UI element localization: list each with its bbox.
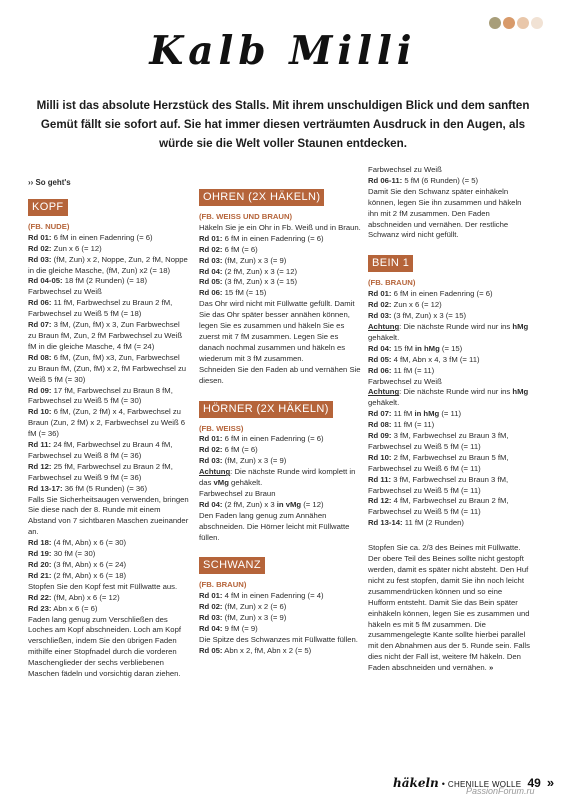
round-label: Rd 02: [199, 445, 223, 455]
watermark: PassionForum.ru [466, 786, 535, 796]
round-text: 2 fM, Farbwechsel zu Braun 5 fM, Farbwechsel zu Weiß 6 fM (= 11) [368, 452, 509, 473]
bein-achtung-2: Achtung: Die nächste Runde wird nur ins hMg gehäkelt. [368, 387, 529, 408]
instruction-row [368, 431, 531, 453]
round-label: Rd 12: [368, 496, 392, 506]
round-text: Abn x 6 (= 6) [51, 603, 98, 613]
column-1 [28, 178, 189, 680]
bein-rd07: Rd 07: 11 fM in hMg (= 11) [368, 409, 462, 419]
round-label: Rd 23: [28, 603, 52, 613]
instruction-row [199, 624, 361, 635]
round-text: Falls Sie Sicherheitsaugen verwenden, bringen Sie diese nach der 8. Runde mit einem Abstand von 7 sichtbaren Maschen zueinander an. [28, 494, 189, 537]
round-label: Rd 01: [199, 434, 223, 444]
round-text: Zun x 6 (= 12) [391, 300, 442, 310]
section-sub-bein: (FB. BRAUN) [368, 278, 416, 288]
round-text: 6 fM in einen Fadenring (= 6) [51, 232, 153, 242]
instruction-row [28, 560, 189, 571]
bein-instructions-c [368, 420, 531, 529]
instruction-row [199, 434, 361, 445]
instruction-row [199, 234, 361, 245]
hoerner-achtung: Achtung: Die nächste Runde wird komplett in das vMg gehäkelt. [199, 467, 356, 488]
instruction-row [368, 300, 531, 311]
round-label: Rd 01: [199, 591, 223, 601]
round-label: Rd 10: [368, 452, 392, 462]
round-label: Rd 03: [199, 613, 223, 623]
round-label: Rd 08: [28, 352, 52, 362]
instruction-row [28, 440, 189, 462]
round-label: Rd 11: [28, 440, 52, 450]
section-heading-kopf: KOPF [28, 199, 68, 216]
instruction-row [199, 602, 361, 613]
round-text: Zun x 6 (= 12) [51, 243, 102, 253]
round-text: (3 fM, Zun) x 3 (= 15) [391, 311, 467, 321]
round-text: (3 fM, Zun) x 3 (= 15) [222, 277, 298, 287]
section-sub-kopf: (FB. NUDE) [28, 221, 70, 231]
column-2 [199, 165, 361, 657]
bein-instructions-a [368, 289, 531, 322]
round-label: Rd 02: [199, 602, 223, 612]
bein-instructions-b [368, 355, 531, 377]
instruction-row [28, 582, 189, 593]
hoerner-instructions [199, 434, 361, 467]
round-label: Rd 10: [28, 407, 52, 417]
round-label: Rd 12: [28, 461, 52, 471]
round-text: 3 fM, (Zun, fM) x 3, Zun Farbwechsel zu Braun fM, Zun, 2 fM Farbwechsel zu Weiß fM in die gleiche Masche, 4 fM (= 24) [28, 320, 183, 351]
round-label: Rd 02: [28, 243, 52, 253]
round-text: 9 fM (= 9) [222, 624, 258, 634]
round-text: 15 fM (= 15) [222, 288, 267, 298]
bein-finish-text: Stopfen Sie ca. 2/3 des Beines mit Füllwatte. Der obere Teil des Beines sollte nicht gestopft werden, damit es später nicht absteht. Den Huf nicht zu fest stopfen, damit Sie ihn noch leicht zusammendrücken können und so eine Hufform entsteht. Damit Sie das Bein später einhäkeln können, legen Sie es zusammen und häkeln es mit 5 fM zusammen. Die zusammengelegte Kante sollte hierbei parallel mit den Abnahmen aus der 5. Runde sein. Falls dies nicht der Fall ist, weitere fM häkeln. Den Faden abschneiden und vernähen. » [368, 543, 530, 673]
hoerner-rd04: Rd 04: (2 fM, Zun) x 3 in vMg (= 12) [199, 499, 324, 509]
round-label: Rd 13-17: [28, 483, 63, 493]
round-label: Rd 18: [28, 538, 52, 548]
round-text: 6 fM (= 6) [222, 445, 258, 455]
round-text: 17 fM, Farbwechsel zu Braun 8 fM, Farbwechsel zu Weiß 5 fM (= 30) [28, 385, 173, 406]
kopf-instructions [28, 233, 189, 680]
round-text: 4 fM in einen Fadenring (= 4) [222, 591, 324, 601]
round-label: Rd 02: [199, 244, 223, 254]
round-label: Rd 04: [199, 624, 223, 634]
bein-color-change: Farbwechsel zu Weiß [368, 376, 442, 386]
section-sub-hoerner: (FB. WEISS) [199, 423, 244, 433]
instruction-row [368, 420, 531, 431]
instruction-row [28, 287, 189, 298]
round-text: (fM, Zun) x 3 (= 9) [222, 456, 287, 466]
round-text: (3 fM, Abn) x 6 (= 24) [51, 560, 127, 569]
schwanz-finish-text: Damit Sie den Schwanz später einhäkeln können, legen Sie ihn zusammen und häkeln ihn mit 2 fM zusammen. Den Faden abschneiden und vernähen. Der restliche Schwanz wird nicht gefüllt. [368, 186, 522, 240]
round-text: Stopfen Sie den Kopf fest mit Füllwatte aus. [28, 581, 178, 591]
round-text: 6 fM in einen Fadenring (= 6) [222, 434, 324, 444]
schwanz-rd05: Rd 05: Abn x 2, fM, Abn x 2 (= 5) [199, 645, 312, 655]
round-text: 18 fM (2 Runden) (= 18) [62, 276, 147, 286]
round-text: 6 fM in einen Fadenring (= 6) [391, 289, 493, 299]
round-label: Rd 21: [28, 570, 52, 580]
instruction-row [28, 484, 189, 495]
schwanz-instructions [199, 591, 361, 635]
round-text: 6 fM, (Zun, 2 fM) x 4, Farbwechsel zu Braun (Zun, 2 fM) x 2, Farbwechsel zu Weiß 6 fM (= 36) [28, 407, 186, 439]
instruction-row [28, 386, 189, 408]
round-text: (fM, Zun) x 3 (= 9) [222, 613, 287, 623]
instruction-row [28, 298, 189, 320]
round-text: (fM, Zun) x 2 (= 6) [222, 602, 287, 612]
instruction-row [199, 267, 361, 278]
instruction-row [28, 593, 189, 604]
instruction-row [28, 538, 189, 549]
instruction-row [28, 462, 189, 484]
continue-arrow: » [488, 663, 494, 673]
instruction-row [28, 233, 189, 244]
ohren-text-2: Schneiden Sie den Faden ab und vernähen Sie diesen. [199, 364, 361, 385]
instruction-row [28, 244, 189, 255]
bein-rd04: Rd 04: 15 fM in hMg (= 15) [368, 343, 463, 353]
round-label: Rd 06: [368, 365, 392, 375]
ohren-instructions [199, 234, 361, 299]
so-gehts-label: ›› So geht's [28, 178, 71, 187]
schwanz-rd06-11: Rd 06-11: 5 fM (6 Runden) (= 5) [368, 175, 479, 185]
next-page-arrow-icon: » [546, 775, 555, 790]
round-text: 3 fM, Farbwechsel zu Braun 3 fM, Farbwechsel zu Weiß 5 fM (= 11) [368, 431, 509, 451]
round-text: 11 fM (= 11) [391, 420, 435, 430]
round-text: 36 fM (5 Runden) (= 36) [62, 483, 147, 493]
ohren-lead: Häkeln Sie je ein Ohr in Fb. Weiß und in Braun. [199, 222, 361, 232]
section-heading-bein: BEIN 1 [368, 255, 413, 272]
instruction-row [199, 277, 361, 288]
instruction-row [28, 276, 189, 287]
page-number: 49 [527, 776, 541, 790]
round-text: 11 fM (= 11) [391, 365, 435, 375]
hoerner-text: Den Faden lang genug zum Annähen abschneiden. Die Hörner leicht mit Füllwatte füllen. [199, 510, 350, 542]
footer-magazine: CHENILLE WOLLE [447, 780, 522, 789]
round-label: Rd 09: [368, 431, 392, 441]
instruction-row [368, 289, 531, 300]
instruction-row [368, 453, 531, 475]
instruction-row [368, 366, 531, 377]
instruction-row [368, 496, 531, 518]
round-text: (fM, Zun) x 3 (= 9) [222, 255, 287, 265]
round-label: Rd 04-05: [28, 276, 63, 286]
schwanz-color-change: Farbwechsel zu Weiß [368, 165, 442, 174]
round-text: 25 fM, Farbwechsel zu Braun 2 fM, Farbwechsel zu Weiß 9 fM (= 36) [28, 461, 173, 482]
round-label: Rd 05: [199, 277, 223, 287]
instruction-row [28, 255, 189, 277]
instruction-row [28, 495, 189, 539]
round-text: (2 fM, Abn) x 6 (= 18) [51, 570, 127, 580]
round-text: (2 fM, Zun) x 3 (= 12) [222, 266, 298, 276]
instruction-row [28, 353, 189, 386]
round-text: 6 fM in einen Fadenring (= 6) [222, 233, 324, 243]
round-label: Rd 01: [28, 232, 52, 242]
round-label: Rd 19: [28, 549, 52, 559]
round-label: Rd 06: [199, 288, 223, 298]
instruction-row [28, 571, 189, 582]
round-label: Rd 22: [28, 592, 52, 602]
round-label: Rd 01: [368, 289, 392, 299]
instruction-row [28, 615, 189, 680]
round-text: 4 fM, Abn x 4, 3 fM (= 11) [391, 354, 480, 364]
round-text: 6 fM (= 6) [222, 244, 258, 254]
round-text: (4 fM, Abn) x 6 (= 30) [51, 538, 127, 548]
footer-separator: • [441, 779, 445, 789]
round-label: Rd 02: [368, 300, 392, 310]
footer-brand: häkeln [393, 776, 439, 790]
instruction-row [28, 604, 189, 615]
instruction-row [199, 613, 361, 624]
round-label: Rd 20: [28, 560, 52, 569]
round-label: Rd 01: [199, 233, 223, 243]
round-label: Rd 04: [199, 266, 223, 276]
round-text: 30 fM (= 30) [51, 549, 96, 559]
round-label: Rd 13-14: [368, 518, 403, 528]
section-sub-schwanz: (FB. BRAUN) [199, 580, 247, 590]
instruction-row [199, 456, 361, 467]
round-text: (fM, Zun) x 2, Noppe, Zun, 2 fM, Noppe in die gleiche Masche, (fM, Zun) x2 (= 18) [28, 254, 188, 275]
round-label: Rd 03: [199, 456, 223, 466]
schwanz-text: Die Spitze des Schwanzes mit Füllwatte füllen. [199, 635, 358, 644]
round-label: Rd 05: [368, 354, 392, 364]
instruction-row [28, 407, 189, 440]
round-text: 4 fM, Farbwechsel zu Braun 2 fM, Farbwechsel zu Weiß 5 fM (= 11) [368, 496, 509, 517]
round-text: 6 fM, (Zun, fM) x3, Zun, Farbwechsel zu Braun fM, (Zun, fM) x 2, fM Farbwechsel zu Weiß 5 fM (= 30) [28, 352, 187, 384]
round-label: Rd 06: [28, 298, 52, 308]
bein-achtung-1: Achtung: Die nächste Runde wird nur ins hMg gehäkelt. [368, 321, 529, 342]
instruction-row [28, 549, 189, 560]
instruction-row [199, 245, 361, 256]
section-heading-schwanz: SCHWANZ [199, 557, 265, 574]
round-label: Rd 07: [28, 320, 52, 330]
round-label: Rd 03: [28, 254, 52, 264]
round-text: (fM, Abn) x 6 (= 12) [51, 592, 120, 602]
intro-text: Milli ist das absolute Herzstück des Stalls. Mit ihrem unschuldigen Blick und dem sanften Gemüt fällt sie sofort auf. Sie hat immer diesen verträumten Ausdruck in den Augen, als würde sie die Welt voller Staunen entdecken. [36, 99, 530, 150]
instruction-row [199, 288, 361, 299]
round-text: Farbwechsel zu Weiß [28, 287, 102, 297]
column-3 [368, 165, 531, 674]
section-heading-ohren: OHREN (2X HÄKELN) [199, 189, 324, 206]
section-sub-ohren: (FB. WEISS UND BRAUN) [199, 212, 293, 221]
instruction-row [368, 518, 531, 529]
round-label: Rd 08: [368, 420, 392, 430]
round-text: 11 fM, Farbwechsel zu Braun 2 fM, Farbwechsel zu Weiß 5 fM (= 18) [28, 298, 173, 319]
round-text: 3 fM, Farbwechsel zu Braun 3 fM, Farbwechsel zu Weiß 5 fM (= 11) [368, 474, 509, 495]
section-heading-hoerner: HÖRNER (2X HÄKELN) [199, 401, 333, 418]
hoerner-color-change: Farbwechsel zu Braun [199, 488, 276, 498]
round-label: Rd 11: [368, 474, 392, 484]
instruction-row [368, 311, 531, 322]
round-text: 11 fM (2 Runden) [402, 518, 464, 528]
round-text: Faden lang genug zum Verschließen des Loches am Kopf abschneiden. Loch am Kopf verschließen, indem Sie den übrigen Faden mithilfe einer Stopfnadel durch die vorderen Maschenglieder der sechs verbliebenen Maschen fädeln und vorsichtig daran ziehen. [28, 614, 181, 679]
instruction-row [199, 445, 361, 456]
ohren-text: Das Ohr wird nicht mit Füllwatte gefüllt. Damit Sie das Ohr später besser annähen können, legen Sie es zusammen und häkeln Sie es zuerst mit 7 fM zusammen. Legen Sie es danach nochmal zusammen und häkeln es wiederum mit 3 fM zusammen. [199, 299, 355, 363]
round-label: Rd 03: [199, 255, 223, 265]
round-label: Rd 03: [368, 311, 392, 321]
instruction-row [199, 256, 361, 267]
instruction-row [199, 591, 361, 602]
instruction-row [368, 355, 531, 366]
round-text: 24 fM, Farbwechsel zu Braun 4 fM, Farbwechsel zu Weiß 8 fM (= 36) [28, 440, 173, 460]
instruction-row [368, 475, 531, 497]
round-label: Rd 09: [28, 385, 52, 395]
page-title: Kalb Milli [149, 28, 417, 74]
instruction-row [28, 320, 189, 353]
